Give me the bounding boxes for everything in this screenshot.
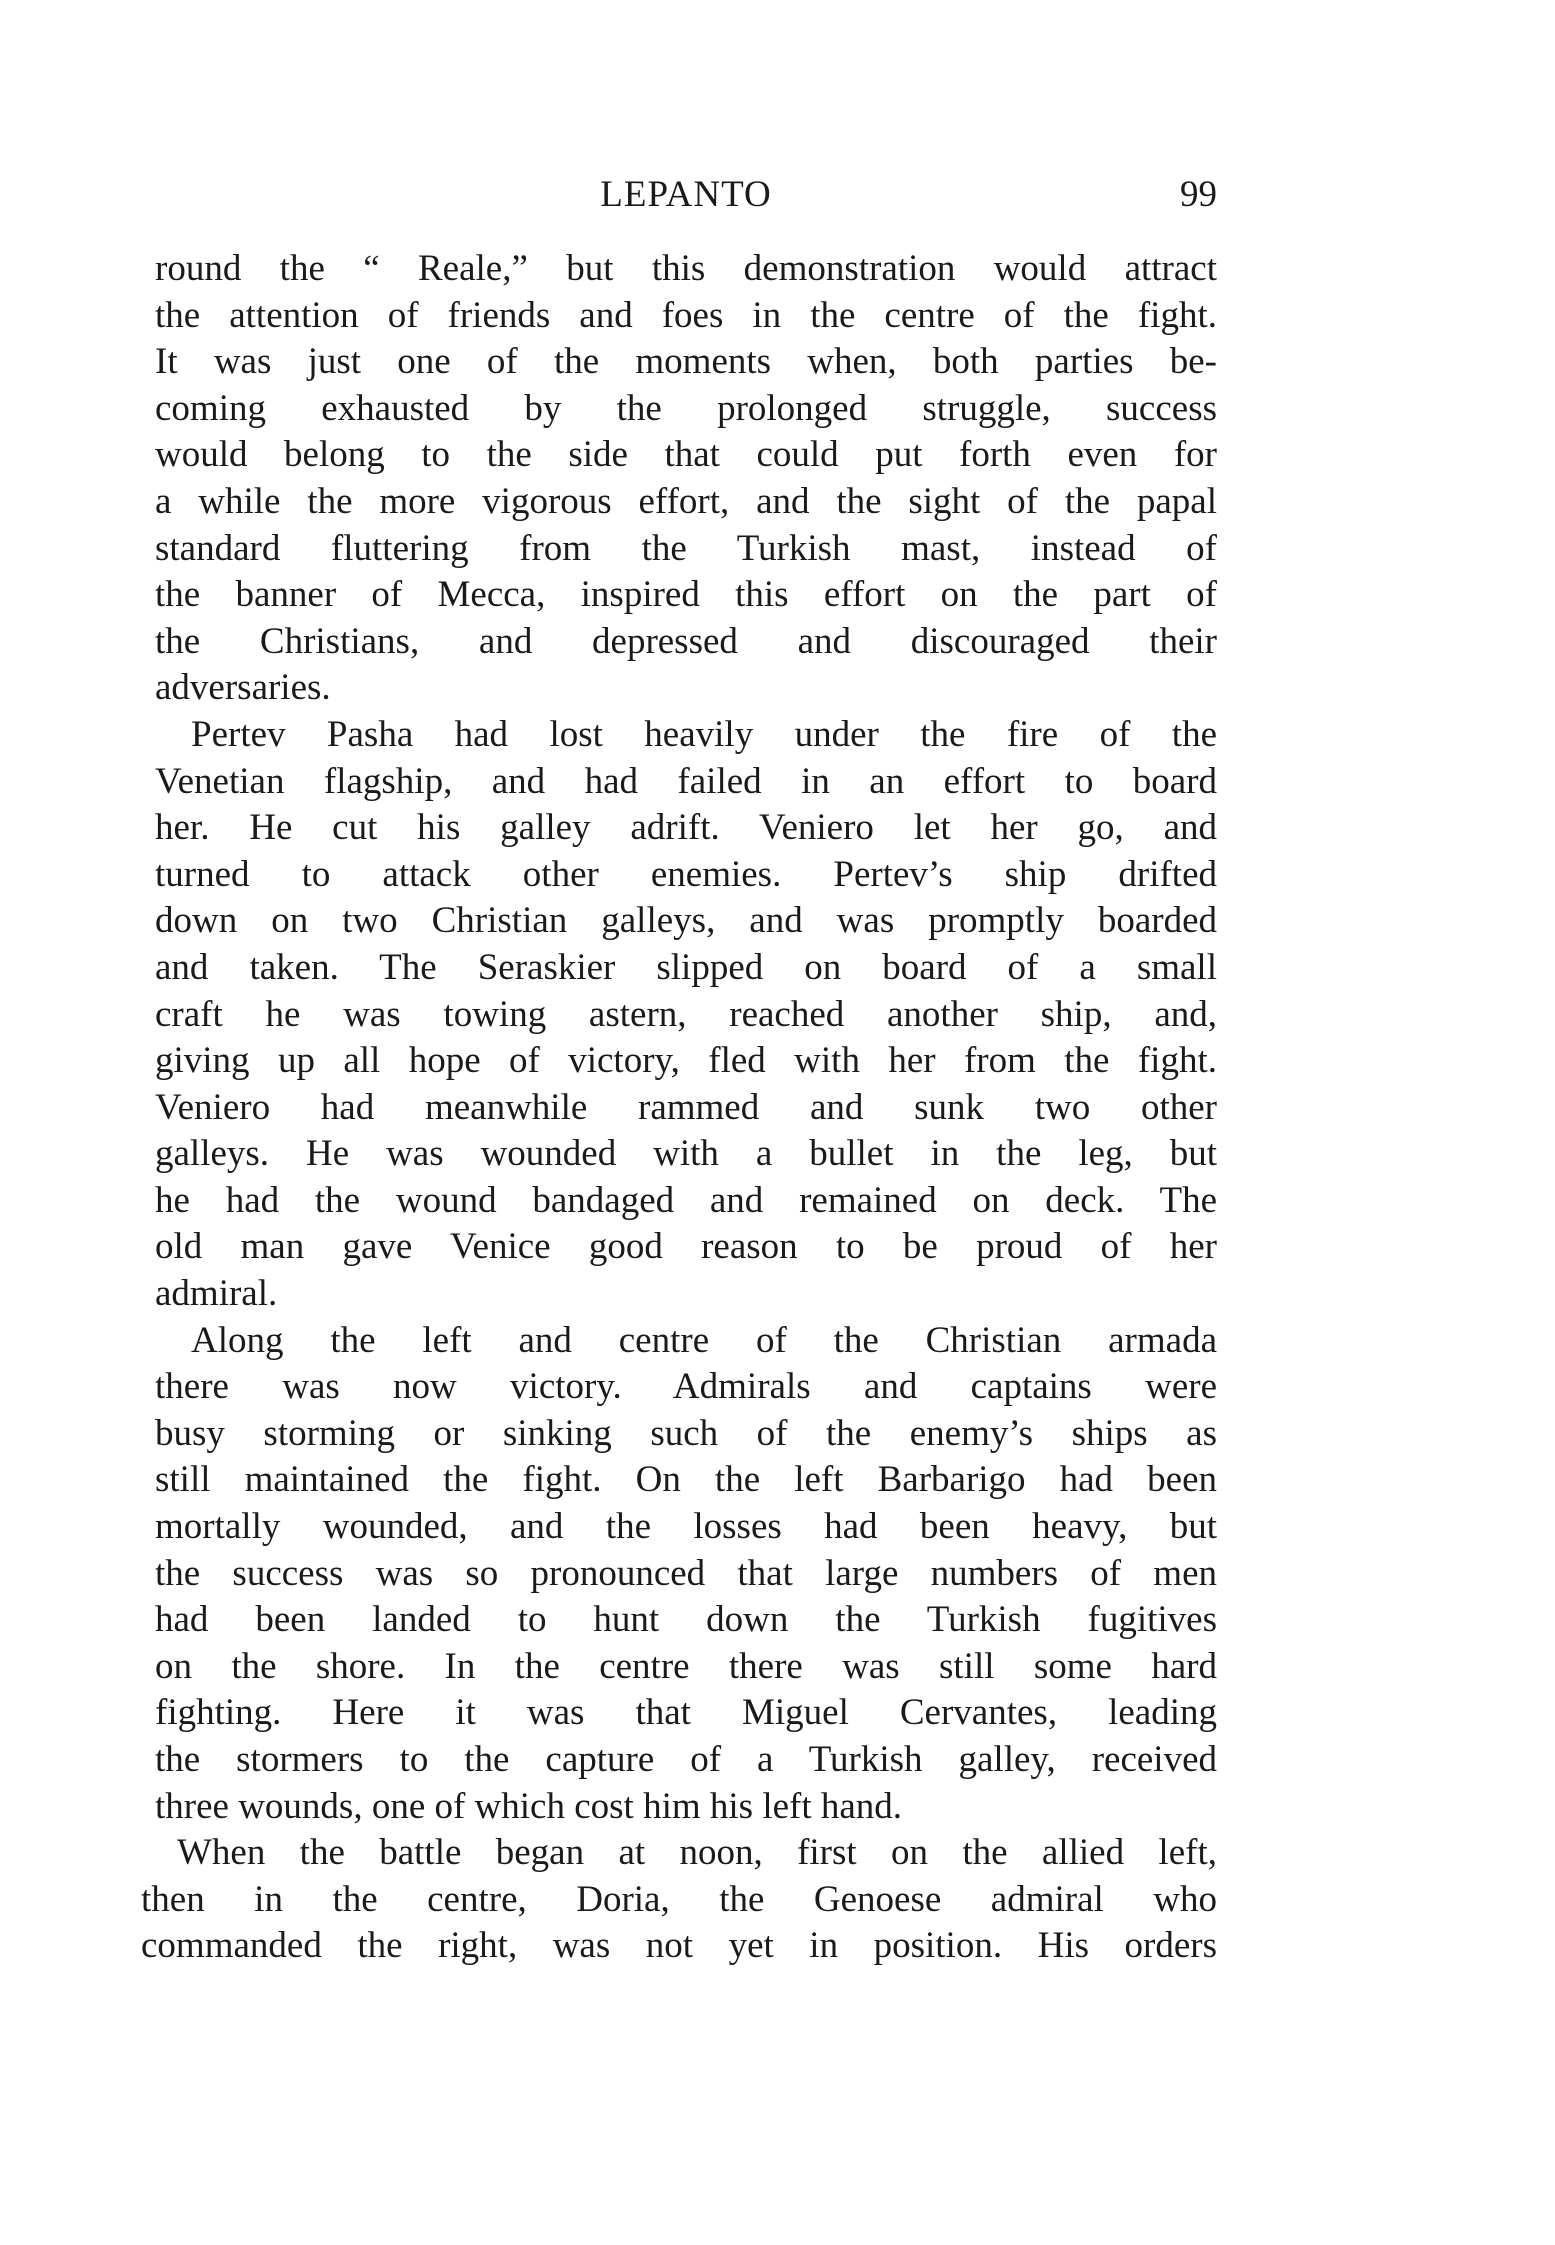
text-line: down on two Christian galleys, and was promptly boarded xyxy=(155,900,1217,942)
page-body xyxy=(141,246,1217,1970)
text-line: and taken. The Seraskier slipped on board of a small xyxy=(155,946,1217,988)
text-line: When the battle began at noon, first on the allied left, xyxy=(177,1832,1217,1874)
text-line: three wounds, one of which cost him his left hand. xyxy=(155,1785,903,1827)
text-line: on the shore. In the centre there was still some hard xyxy=(155,1645,1217,1687)
text-line: her. He cut his galley adrift. Veniero let her go, and xyxy=(155,807,1217,849)
text-line: would belong to the side that could put forth even for xyxy=(155,434,1217,476)
paragraph xyxy=(155,712,1217,1318)
text-line: still maintained the fight. On the left Barbarigo had been xyxy=(155,1459,1217,1501)
text-line: craft he was towing astern, reached another ship, and, xyxy=(155,993,1217,1035)
text-line: a while the more vigorous effort, and the sight of the papal xyxy=(155,480,1217,522)
paragraph xyxy=(141,1830,1217,1970)
text-line: galleys. He was wounded with a bullet in the leg, but xyxy=(155,1133,1217,1175)
text-line: adversaries. xyxy=(155,667,331,709)
paragraph xyxy=(155,1318,1217,1831)
text-line: commanded the right, was not yet in position. His orders xyxy=(141,1925,1217,1967)
text-line: had been landed to hunt down the Turkish fugitives xyxy=(155,1599,1217,1641)
text-line: coming exhausted by the prolonged struggle, success xyxy=(155,387,1217,429)
text-line: then in the centre, Doria, the Genoese admiral who xyxy=(141,1878,1217,1920)
text-line: round the “ Reale,” but this demonstration would attract xyxy=(155,248,1217,289)
text-line: Pertev Pasha had lost heavily under the fire of the xyxy=(191,713,1217,755)
text-line: he had the wound bandaged and remained on deck. The xyxy=(155,1179,1217,1221)
page-number: 99 xyxy=(1180,174,1217,215)
text-line: fighting. Here it was that Miguel Cervantes, leading xyxy=(155,1692,1217,1734)
text-line: the banner of Mecca, inspired this effort on the part of xyxy=(155,574,1217,616)
text-line: turned to attack other enemies. Pertev’s ship drifted xyxy=(155,853,1217,895)
text-line: Along the left and centre of the Christian armada xyxy=(191,1319,1217,1361)
text-line: the attention of friends and foes in the centre of the fight. xyxy=(155,294,1217,336)
text-line: standard fluttering from the Turkish mast, instead of xyxy=(155,527,1217,569)
text-line: giving up all hope of victory, fled with her from the fight. xyxy=(155,1040,1217,1082)
paragraph xyxy=(155,246,1217,712)
text-line: there was now victory. Admirals and captains were xyxy=(155,1366,1217,1408)
text-line: admiral. xyxy=(155,1273,278,1315)
text-line: the Christians, and depressed and discouraged their xyxy=(155,620,1217,662)
text-line: mortally wounded, and the losses had been heavy, but xyxy=(155,1506,1217,1548)
text-line: It was just one of the moments when, both parties be- xyxy=(155,341,1217,383)
text-line: the success was so pronounced that large numbers of men xyxy=(155,1552,1217,1594)
text-line: old man gave Venice good reason to be proud of her xyxy=(155,1226,1217,1268)
text-line: the stormers to the capture of a Turkish galley, received xyxy=(155,1739,1217,1780)
chapter-title: LEPANTO xyxy=(600,174,772,215)
text-line: Veniero had meanwhile rammed and sunk two other xyxy=(155,1086,1217,1128)
running-header xyxy=(155,170,1217,220)
text-line: busy storming or sinking such of the enemy’s ships as xyxy=(155,1412,1217,1454)
text-line: Venetian flagship, and had failed in an effort to board xyxy=(155,760,1217,802)
